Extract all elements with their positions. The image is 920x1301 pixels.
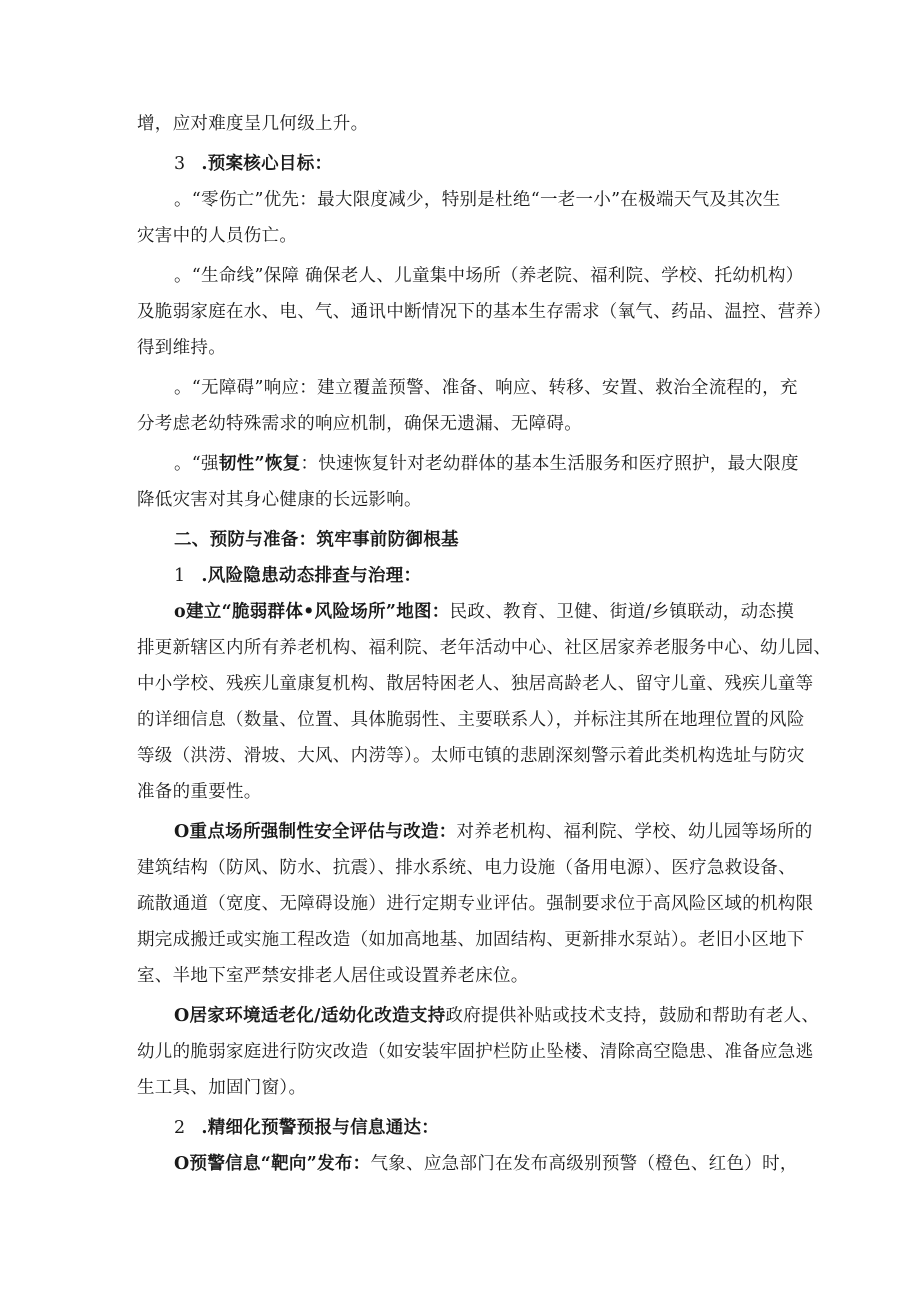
bullet-risk-map [174,600,794,624]
bullet-text: 气象、应急部门在发布高级别预警（橙色、红色）时， [370,1154,798,1174]
bullet-title: O重点场所强制性安全评估与改造： [174,822,457,842]
subheading-number: 1 [174,566,186,586]
bullet-text: 政府提供补贴或技术支持，鼓励和帮助有老人、 [445,1006,820,1026]
subheading-risk [174,564,421,588]
subheading-title: .风险隐患动态排查与治理： [201,566,422,586]
bullet-text: 民政、教育、卫健、街道/乡镇联动，动态摸 [449,602,794,622]
paragraph-line: 及脆弱家庭在水、电、气、通讯中断情况下的基本生存需求（氧气、药品、温控、营养） [137,302,832,322]
subheading-title: .预案核心目标： [201,154,333,174]
bullet-title: o建立“脆弱群体•风险场所”地图： [174,602,450,622]
paragraph-line: 中小学校、残疾儿童康复机构、散居特困老人、独居高龄老人、留守儿童、残疾儿童等 [137,674,814,694]
paragraph-line: 等级（洪涝、滑坡、大风、内涝等）。太师屯镇的悲剧深刻警示着此类机构选址与防灾 [137,746,805,766]
paragraph-line: 室、半地下室严禁安排老人居住或设置养老床位。 [137,966,529,986]
paragraph-line: 准备的重要性。 [137,782,262,802]
goal-text: ：快速恢复针对老幼群体的基本生活服务和医疗照护，最大限度 [300,454,799,474]
paragraph-line: 降低灾害对其身心健康的长远影响。 [137,490,422,510]
goal-resilience [174,452,799,476]
paragraph-line: 分考虑老幼特殊需求的响应机制，确保无遗漏、无障碍。 [137,414,582,434]
paragraph-line: 期完成搬迁或实施工程改造（如加高地基、加固结构、更新排水泵站）。老旧小区地下 [137,930,805,950]
section-heading: 二、预防与准备：筑牢事前防御根基 [174,530,459,550]
goal-lifeline: 。“生命线”保障 确保老人、儿童集中场所（养老院、福利院、学校、托幼机构） [174,266,804,286]
subheading-warning [174,1116,439,1140]
paragraph-line: 建筑结构（防风、防水、抗震）、排水系统、电力设施（备用电源）、医疗急救设备、 [137,858,796,878]
paragraph-line: 灾害中的人员伤亡。 [137,226,298,246]
goal-zero-casualty: 。“零伤亡”优先：最大限度减少，特别是杜绝“一老一小”在极端天气及其次生 [174,190,781,210]
paragraph-line: 幼儿的脆弱家庭进行防灾改造（如安装牢固护栏防止坠楼、清除高空隐患、准备应急逃 [137,1042,814,1062]
bullet-title: O居家环境适老化/适幼化改造支持 [174,1006,446,1026]
paragraph-line: 疏散通道（宽度、无障碍设施）进行定期专业评估。强制要求位于高风险区域的机构限 [137,894,814,914]
subheading-number: 3 [174,154,186,174]
bullet-targeted-warning [174,1152,798,1176]
paragraph-line: 增，应对难度呈几何级上升。 [137,114,369,134]
bullet-home-retrofit [174,1004,819,1028]
paragraph-line: 生工具、加固门窗）。 [137,1078,307,1098]
goal-bold-term: 韧性”恢复 [218,454,301,474]
paragraph-line: 得到维持。 [137,338,226,358]
bullet-title: O预警信息“靶向”发布： [174,1154,371,1174]
subheading-title: .精细化预警预报与信息通达： [201,1118,440,1138]
bullet-text: 对养老机构、福利院、学校、幼儿园等场所的 [456,822,813,842]
goal-prefix: 。“强 [174,454,219,474]
paragraph-line: 的详细信息（数量、位置、具体脆弱性、主要联系人），并标注其所在地理位置的风险 [137,710,805,730]
subheading-number: 2 [174,1118,186,1138]
paragraph-line: 排更新辖区内所有养老机构、福利院、老年活动中心、社区居家养老服务中心、幼儿园、 [137,638,832,658]
subheading-target [174,152,332,176]
goal-barrier-free: 。“无障碍”响应：建立覆盖预警、准备、响应、转移、安置、救治全流程的，充 [174,378,798,398]
bullet-safety-assessment [174,820,813,844]
